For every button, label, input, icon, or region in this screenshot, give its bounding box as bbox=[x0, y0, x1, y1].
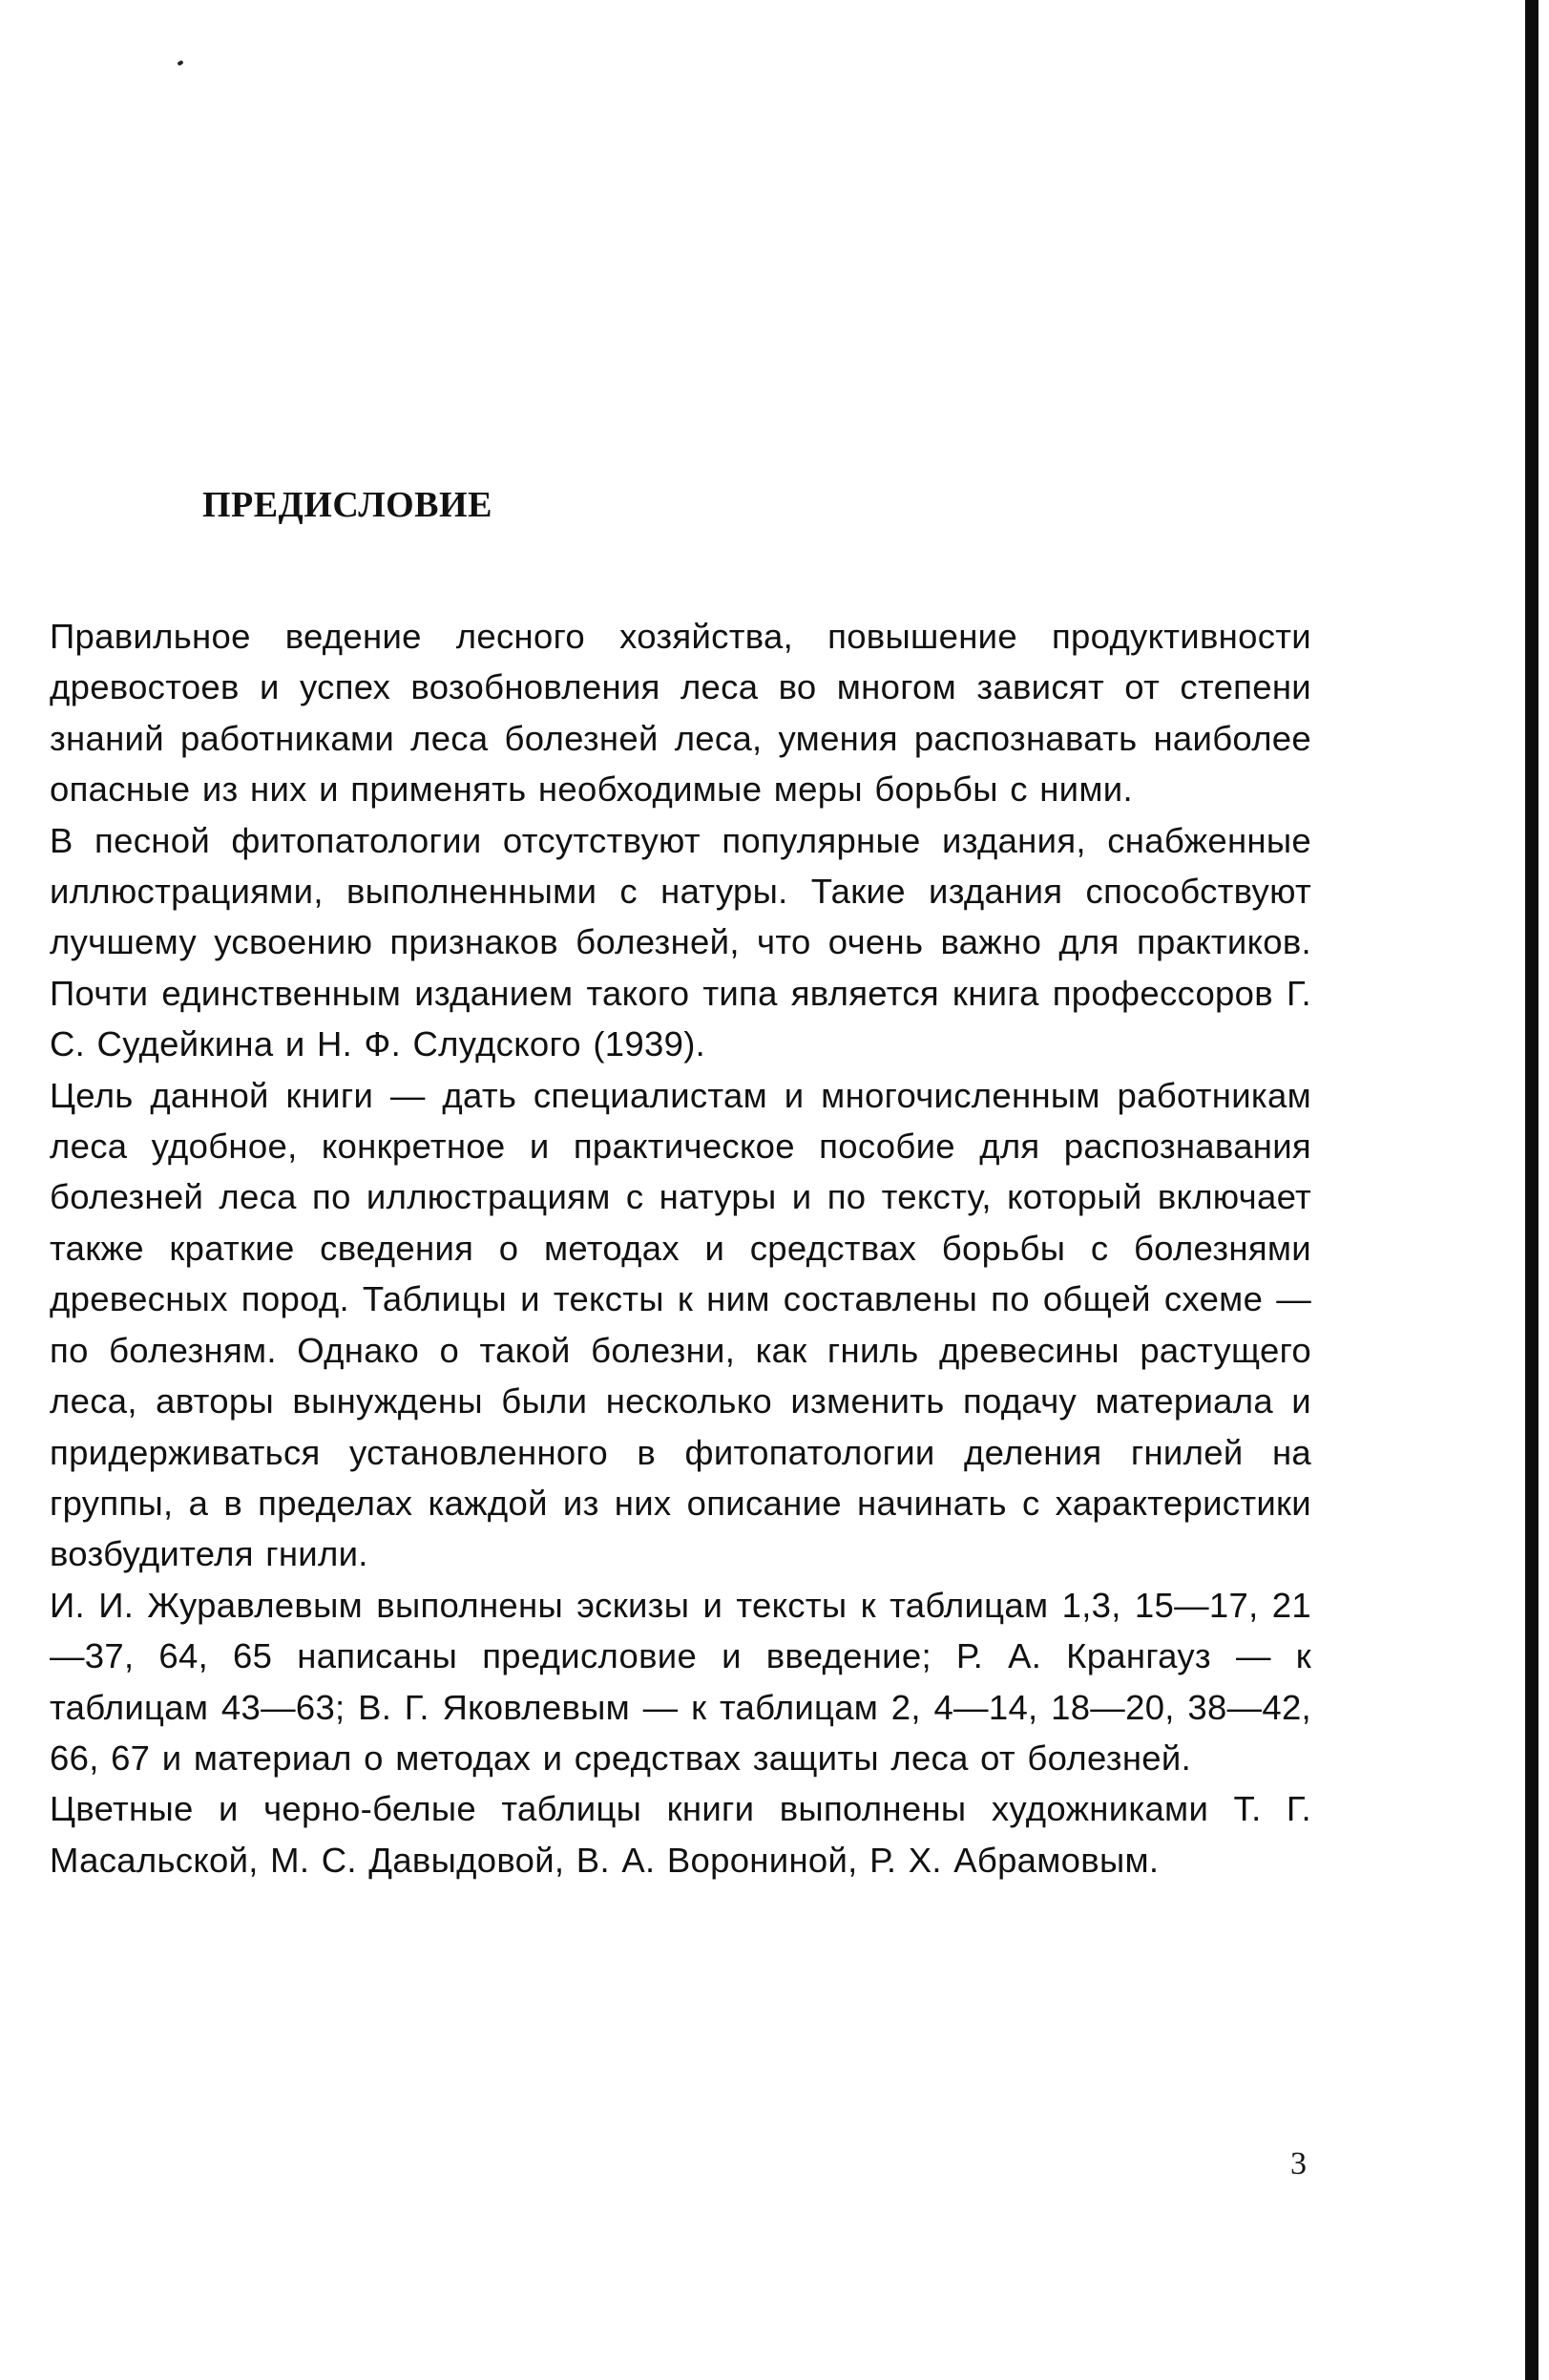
scan-border bbox=[1525, 0, 1539, 2380]
paragraph-1: Правильное ведение лесного хозяйства, повышение продуктивности древостоев и успех возобновления леса во многом зависят от степени знаний работниками леса болезней леса, умения распознавать наиболее опасные из них и применять необходимые меры борьбы с ними. bbox=[50, 617, 1311, 810]
preface-body bbox=[50, 611, 1311, 2119]
scan-speck bbox=[177, 60, 183, 66]
paragraph-5: Цветные и черно-белые таблицы книги выполнены художниками Т. Г. Масальской, М. С. Давыдовой, В. А. Ворониной, Р. Х. Абрамовым. bbox=[50, 1789, 1311, 1880]
paragraph-3: Цель данной книги — дать специалистам и многочисленным работникам леса удобное, конкретное и практическое пособие для распознавания болезней леса по иллюстрациям с натуры и по тексту, который включает также краткие сведения о методах и средствах борьбы с болезнями древесных пород. Таблицы и тексты к ним составлены по общей схеме — по болезням. Однако о такой болезни, как гниль древесины растущего леса, авторы вынуждены были несколько изменить подачу материала и придерживаться установленного в фитопатологии деления гнилей на группы, а в пределах каждой из них описание начинать с характеристики возбудителя гнили. bbox=[50, 1075, 1311, 1574]
page-title: ПРЕДИСЛОВИЕ bbox=[202, 485, 492, 525]
paragraph-2: В песной фитопатологии отсутствуют популярные издания, снабженные иллюстрациями, выполненными с натуры. Такие издания способствуют лучшему усвоению признаков болезней, что очень важно для практиков. Почти единственным изданием такого типа является книга профессоров Г. С. Судейкина и Н. Ф. Слудского (1939). bbox=[50, 820, 1311, 1064]
page-number: 3 bbox=[1290, 2146, 1307, 2181]
paragraph-4: И. И. Журавлевым выполнены эскизы и тексты к таблицам 1,3, 15—17, 21—37, 64, 65 написаны предисловие и введение; Р. А. Крангауз — к таблицам 43—63; В. Г. Яковлевым — к таблицам 2, 4—14, 18—20, 38—42, 66, 67 и материал о методах и средствах защиты леса от болезней. bbox=[50, 1585, 1311, 1778]
